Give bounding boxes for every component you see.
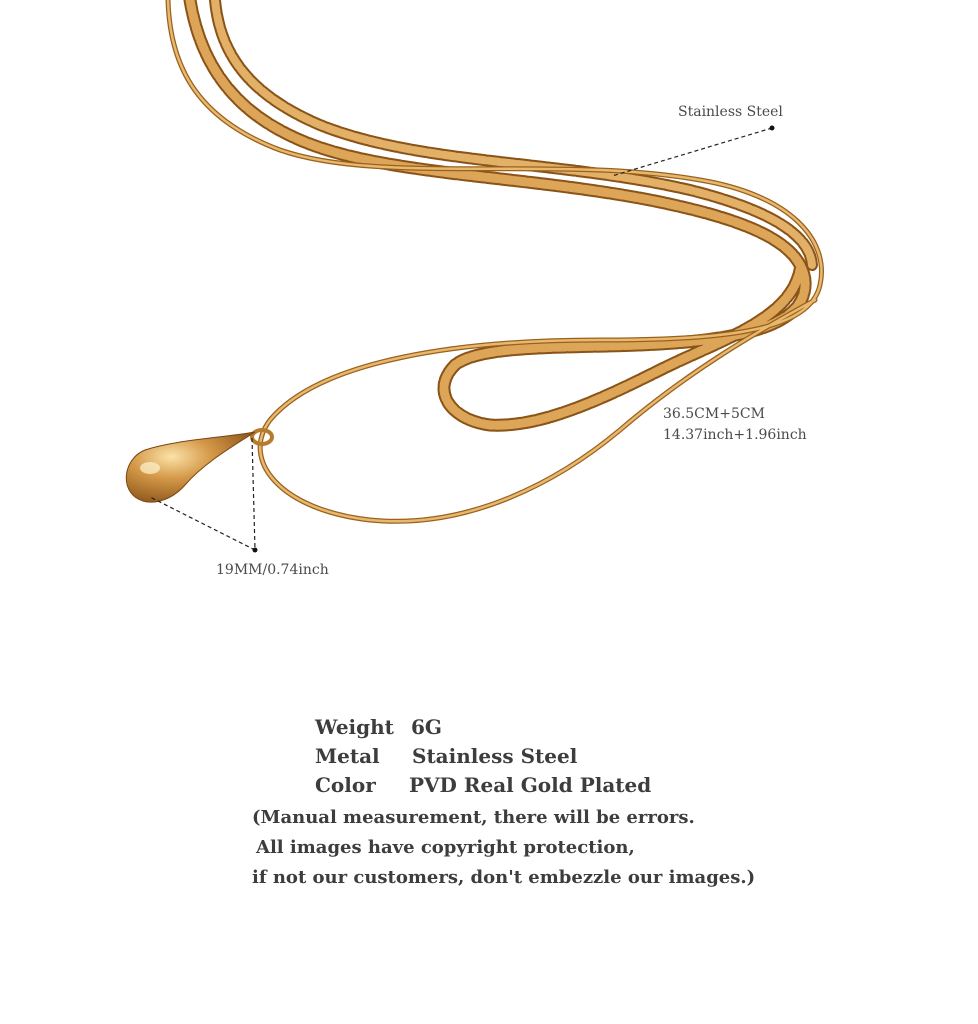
disclaimer-line: All images have copyright protection, [256,837,635,858]
disclaimer-line: (Manual measurement, there will be errors. [252,807,695,828]
spec-row-color [315,771,651,800]
spec-value: PVD Real Gold Plated [409,773,652,797]
spec-label: Metal [315,744,380,768]
disclaimer-text [252,803,755,893]
material-leader [612,128,772,176]
disclaimer-line: if not our customers, don't embezzle our images.) [252,867,756,888]
spec-list [315,713,651,800]
pendant-leader-diagonal [150,497,255,550]
length-annotation [663,404,807,446]
spec-value: 6G [411,715,442,739]
pendant-size-annotation: 19MM/0.74inch [216,562,329,578]
length-cm: 36.5CM+5CM [663,406,765,422]
length-inch: 14.37inch+1.96inch [663,427,807,443]
spec-row-metal [315,742,651,771]
spec-label: Weight [315,715,394,739]
spec-label: Color [315,773,376,797]
spec-row-weight [315,713,651,742]
material-annotation: Stainless Steel [678,104,783,120]
spec-value: Stainless Steel [412,744,578,768]
pendant-leader-vertical [252,438,255,550]
